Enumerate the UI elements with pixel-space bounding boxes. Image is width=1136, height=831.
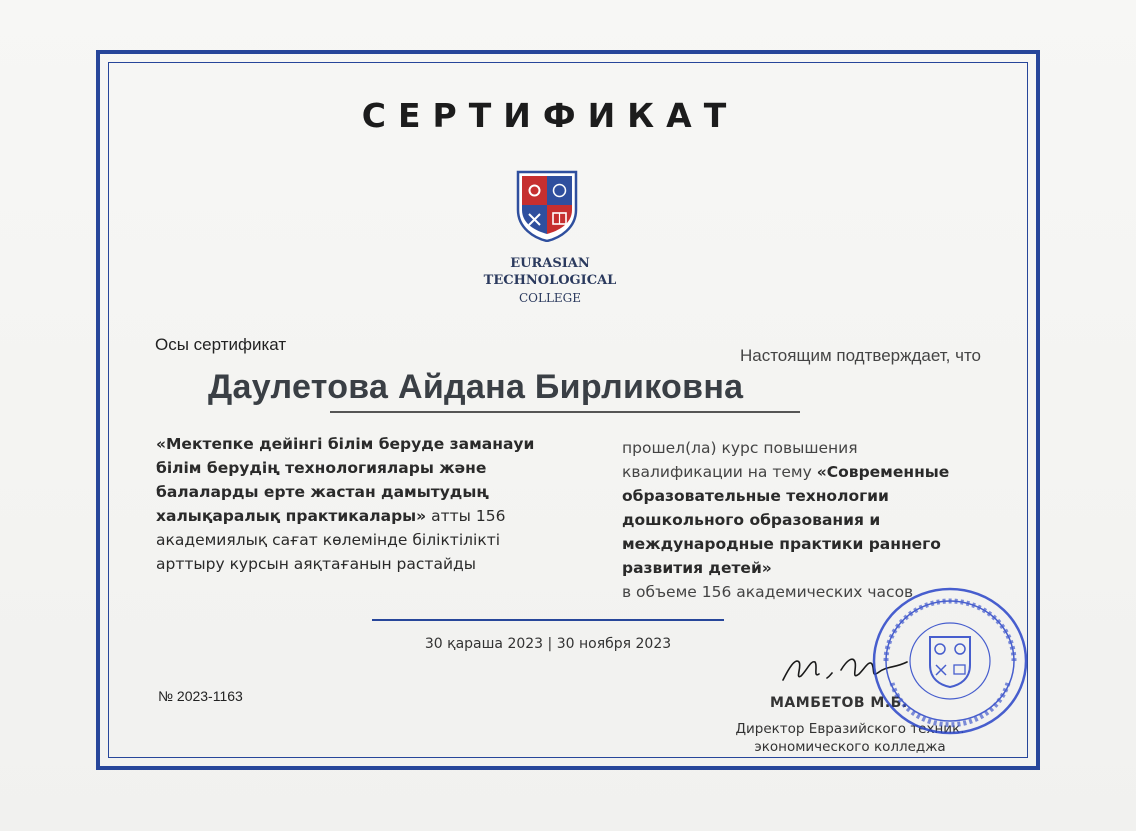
russian-course-text — [622, 436, 962, 604]
intro-russian: Настоящим подтверждает, что — [739, 346, 981, 365]
kazakh-course-details: атты 156 академиялық сағат көлемінде біліктілікті арттыру курсын аяқтағанын растайды — [156, 507, 506, 573]
signer-name: МАМБЕТОВ М.Б. — [770, 695, 908, 711]
certificate-title: СЕРТИФИКАТ — [361, 96, 739, 135]
date-divider — [372, 619, 724, 621]
college-name-line3: COLLEGE — [518, 291, 582, 305]
signer-role-line2: экономического колледжа — [754, 739, 946, 755]
kazakh-course-text — [156, 432, 536, 576]
official-seal-stamp — [870, 585, 1030, 737]
name-underline — [330, 411, 800, 413]
intro-kazakh: Осы сертификат — [155, 335, 287, 354]
college-shield-logo — [516, 170, 578, 242]
signer-role-line1: Директор Евразийского техник. — [735, 721, 965, 737]
issue-date: 30 қараша 2023 | 30 ноября 2023 — [424, 636, 672, 652]
college-name-line1: EURASIAN — [510, 256, 590, 271]
russian-course-title: «Современные образовательные технологии дошкольного образования и международные практики раннего развития детей» — [622, 463, 950, 577]
college-name-line2: TECHNOLOGICAL — [483, 273, 617, 288]
russian-course-lead: прошел(ла) курс повышения квалификации на тему — [622, 439, 858, 481]
recipient-name: Даулетова Айдана Бирликовна — [208, 368, 744, 406]
kazakh-course-title: «Мектепке дейінгі білім беруде заманауи білім берудің технологиялары және балаларды ерте жастан дамытудың халықаралық практикалары» — [156, 435, 535, 525]
certificate-number: № 2023-1163 — [158, 688, 243, 704]
russian-course-hours: в объеме 156 академических часов — [622, 583, 914, 601]
